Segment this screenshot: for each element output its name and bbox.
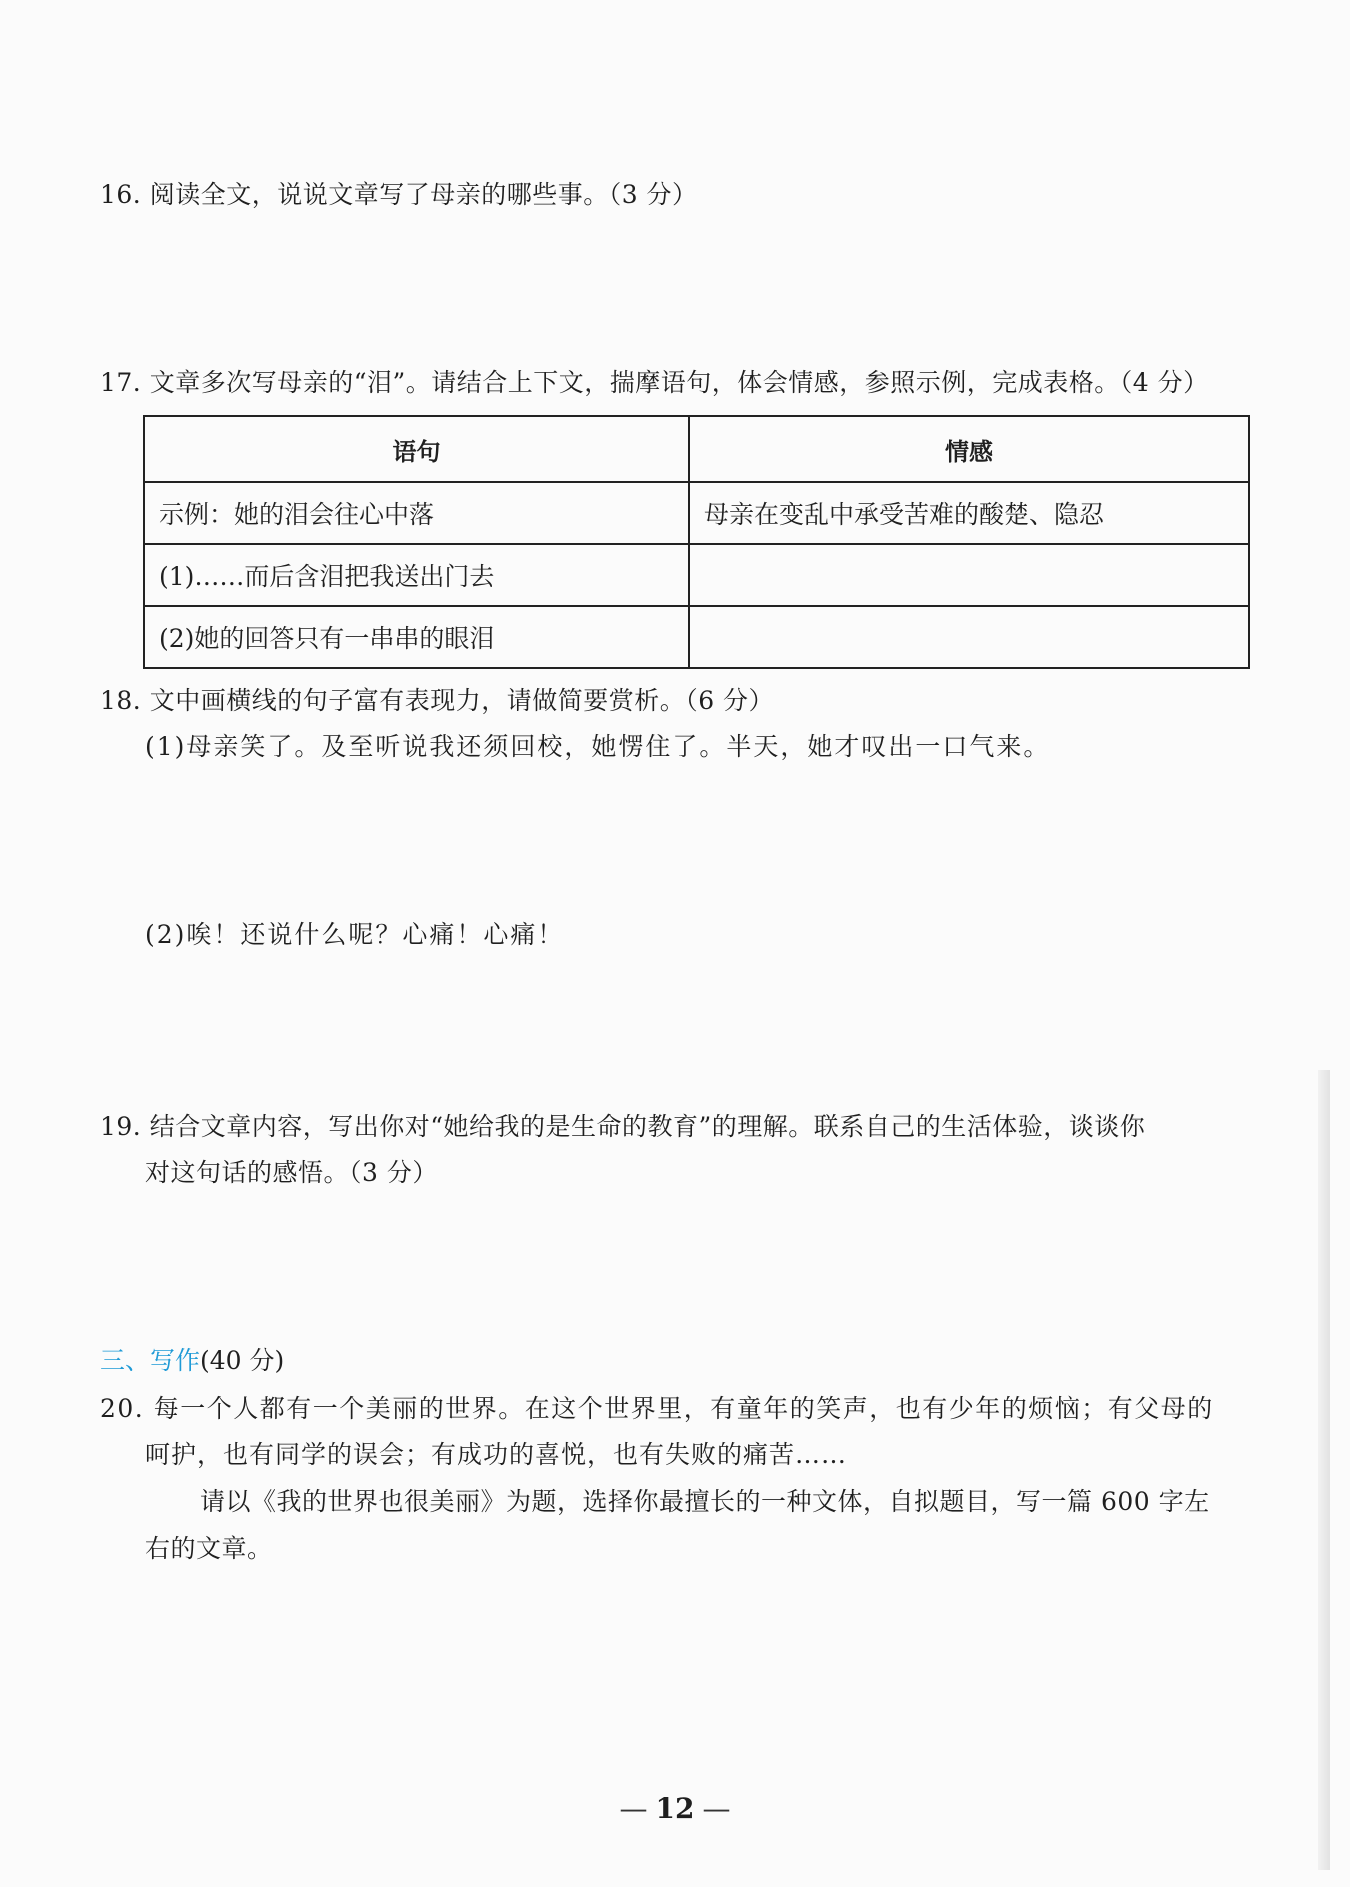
cell-emotion-blank[interactable] (689, 606, 1249, 668)
section-heading (100, 1344, 284, 1378)
cell-emotion: 母亲在变乱中承受苦难的酸楚、隐忍 (689, 482, 1249, 544)
question-20-line-4: 右的文章。 (145, 1534, 273, 1563)
question-18: 18. 文中画横线的句子富有表现力，请做简要赏析。（6 分） (100, 686, 775, 715)
question-18-part-1: (1)母亲笑了。及至听说我还须回校，她愣住了。半天，她才叹出一口气来。 (145, 732, 1051, 761)
table-row (144, 482, 1249, 544)
table-row (144, 544, 1249, 606)
question-16: 16. 阅读全文，说说文章写了母亲的哪些事。（3 分） (100, 180, 698, 209)
question-18-part-2: (2)唉！还说什么呢？心痛！心痛！ (145, 920, 565, 949)
question-20-line-2: 呵护，也有同学的误会；有成功的喜悦，也有失败的痛苦…… (145, 1440, 848, 1469)
page-number: 12 (655, 1792, 695, 1825)
question-19-line-2: 对这句话的感悟。（3 分） (145, 1158, 438, 1187)
question-20-line-3: 请以《我的世界也很美丽》为题，选择你最擅长的一种文体，自拟题目，写一篇 600 字左 (200, 1487, 1210, 1516)
answer-table (143, 415, 1250, 669)
section-points: (40 分) (200, 1346, 285, 1375)
table-header-row (144, 416, 1249, 482)
page-edge-shadow (1318, 1070, 1330, 1870)
cell-sentence: (2)她的回答只有一串串的眼泪 (144, 606, 689, 668)
table-row (144, 606, 1249, 668)
cell-sentence: (1)……而后含泪把我送出门去 (144, 544, 689, 606)
section-title: 三、写作 (100, 1346, 201, 1375)
header-sentence: 语句 (144, 416, 689, 482)
cell-sentence: 示例：她的泪会往心中落 (144, 482, 689, 544)
page-number-footer: — 12 — (619, 1792, 731, 1825)
question-17: 17. 文章多次写母亲的“泪”。请结合上下文，揣摩语句，体会情感，参照示例，完成表格。（4 分） (100, 368, 1209, 397)
question-20-line-1: 20. 每一个人都有一个美丽的世界。在这个世界里，有童年的笑声，也有少年的烦恼；有父母的 (100, 1394, 1214, 1423)
question-19-line-1: 19. 结合文章内容，写出你对“她给我的是生命的教育”的理解。联系自己的生活体验，谈谈你 (100, 1112, 1146, 1141)
cell-emotion-blank[interactable] (689, 544, 1249, 606)
header-emotion: 情感 (689, 416, 1249, 482)
